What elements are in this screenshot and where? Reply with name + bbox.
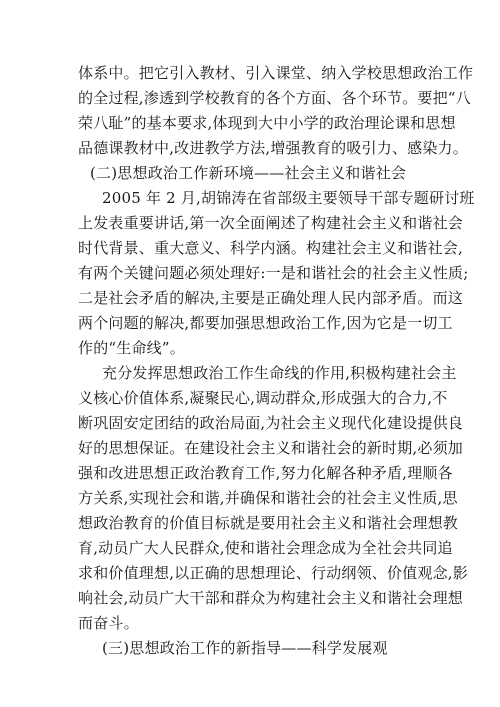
body-line: 有两个关键问题必须处理好:一是和谐社会的社会主义性质; [78,264,469,282]
body-line: 求和价值理想,以正确的思想理论、行动纲领、价值观念,影 [78,564,468,582]
body-line: 上发表重要讲话,第一次全面阐述了构建社会主义和谐社会 [78,214,463,232]
body-line: 时代背景、重大意义、科学内涵。构建社会主义和谐社会, [78,239,463,257]
section-heading: (二)思想政治工作新环境——社会主义和谐社会 [90,164,407,182]
body-line: 方关系,实现社会和谐,并确保和谐社会的社会主义性质,思 [78,489,458,507]
paragraph-first-line: 2005 年 2 月,胡锦涛在省部级主要领导干部专题研讨班 [102,189,475,207]
paragraph-first-line: 充分发挥思想政治工作生命线的作用,积极构建社会主 [102,364,457,382]
body-line: 品德课教材中,改进教学方法,增强教育的吸引力、感染力。 [78,139,468,157]
body-line: 想政治教育的价值目标就是要用社会主义和谐社会理想教 [78,514,459,532]
body-line: 强和改进思想正政治教育工作,努力化解各种矛盾,理顺各 [78,464,453,482]
body-line: 荣八耻”的基本要求,体现到大中小学的政治理论课和思想 [78,114,456,132]
section-heading: (三)思想政治工作的新指导——科学发展观 [102,639,388,657]
body-line: 而奋斗。 [78,614,139,632]
body-line: 二是社会矛盾的解决,主要是正确处理人民内部矛盾。而这 [78,289,463,307]
body-line: 响社会,动员广大干部和群众为构建社会主义和谐社会理想 [78,589,463,607]
body-line: 两个问题的解决,都要加强思想政治工作,因为它是一切工 [78,314,453,332]
body-line: 断巩固安定团结的政治局面,为社会主义现代化建设提供良 [78,414,463,432]
body-line: 作的“生命线”。 [78,339,185,357]
body-line: 育,动员广大人民群众,使和谐社会理念成为全社会共同追 [78,539,453,557]
body-line: 体系中。把它引入教材、引入课堂、纳入学校思想政治工作 [78,64,474,82]
body-line: 的全过程,渗透到学校教育的各个方面、各个环节。要把“八 [78,89,471,107]
body-line: 义核心价值体系,凝聚民心,调动群众,形成强大的合力,不 [78,389,448,407]
body-line: 好的思想保证。在建设社会主义和谐社会的新时期,必须加 [78,439,463,457]
